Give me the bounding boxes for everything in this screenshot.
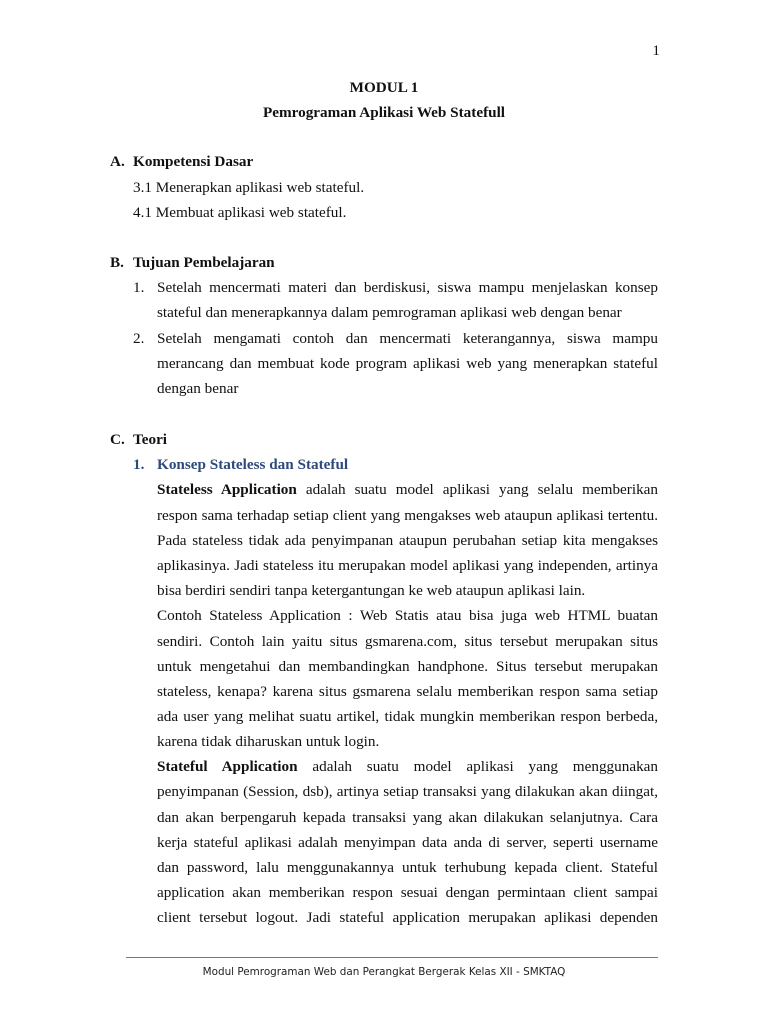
paragraph-line: dan password, lalu menggunakannya untuk terhubung kepada client. Stateful <box>157 859 658 876</box>
list-number: 2. <box>133 330 145 347</box>
paragraph-line: bisa berdiri sendiri tanpa ketergantungan ke web ataupun aplikasi lain. <box>157 582 586 599</box>
paragraph-line: karena tidak diharuskan untuk login. <box>157 733 380 750</box>
paragraph-line: respon sama terhadap setiap client yang mengakses web ataupun aplikasi tertentu. <box>157 507 658 524</box>
module-subtitle: Pemrograman Aplikasi Web Statefull <box>262 104 506 121</box>
paragraph-line: untuk mengetahui dan membandingkan handphone. Situs tersebut merupakan <box>157 658 658 675</box>
list-item-line: Setelah mencermati materi dan berdiskusi, siswa mampu menjelaskan konsep <box>157 279 658 296</box>
paragraph-text: adalah suatu model aplikasi yang selalu memberikan <box>296 481 658 498</box>
list-item-line: merancang dan membuat kode program aplikasi web yang menerapkan stateful <box>157 355 658 372</box>
paragraph-line: sendiri. Contoh lain yaitu situs gsmarena.com, situs tersebut merupakan situs <box>157 633 658 650</box>
paragraph-line: penyimpanan (Session, dsb), artinya setiap transaksi yang dilakukan akan diingat, <box>157 783 658 800</box>
section-c-letter: C. <box>110 431 125 448</box>
paragraph-line: application akan memberikan respon sesuai dengan permintaan client sampai <box>157 884 658 901</box>
page-number: 1 <box>652 42 660 59</box>
paragraph-line: kerja stateful aplikasi adalah menyimpan data anda di server, seperti username <box>157 834 658 851</box>
subsection-title: Konsep Stateless dan Stateful <box>157 456 349 473</box>
section-b-letter: B. <box>110 254 124 271</box>
list-item-line: stateful dan menerapkannya dalam pemrograman aplikasi web dengan benar <box>157 304 622 321</box>
subsection-number: 1. <box>133 456 145 473</box>
module-title: MODUL 1 <box>349 79 419 96</box>
section-c-title: Teori <box>133 431 168 448</box>
paragraph-line: dan akan berpengaruh kepada transaksi yang akan dilakukan selanjutnya. Cara <box>157 809 658 826</box>
paragraph-text: adalah suatu model aplikasi yang menggunakan <box>297 758 658 775</box>
paragraph-line: aplikasinya. Jadi stateless itu merupakan model aplikasi yang independen, artinya <box>157 557 658 574</box>
section-b-title: Tujuan Pembelajaran <box>133 254 275 271</box>
list-item-line: Setelah mengamati contoh dan mencermati keterangannya, siswa mampu <box>157 330 658 347</box>
page-footer: Modul Pemrograman Web dan Perangkat Bergerak Kelas XII - SMKTAQ <box>202 966 566 978</box>
footer-divider <box>126 957 658 958</box>
paragraph-line <box>157 758 658 776</box>
list-number: 1. <box>133 279 145 296</box>
section-a-item: 3.1 Menerapkan aplikasi web stateful. <box>133 179 365 196</box>
section-a-letter: A. <box>110 153 125 170</box>
paragraph-line: Contoh Stateless Application : Web Statis atau bisa juga web HTML buatan <box>157 607 658 624</box>
section-a-item: 4.1 Membuat aplikasi web stateful. <box>133 204 347 221</box>
list-item-line: dengan benar <box>157 380 239 397</box>
paragraph-line: Pada stateless tidak ada penyimpanan ataupun perubahan setiap kita mengakses <box>157 532 658 549</box>
paragraph-line: stateless, kenapa? karena situs gsmarena selalu memberikan respon sama setiap <box>157 683 658 700</box>
term-stateful: Stateful Application <box>157 758 298 775</box>
term-stateless: Stateless Application <box>157 481 297 498</box>
section-a-title: Kompetensi Dasar <box>133 153 254 170</box>
paragraph-line: client tersebut logout. Jadi stateful application merupakan aplikasi dependen <box>157 909 658 926</box>
paragraph-line: ada user yang melihat suatu artikel, tidak mungkin memberikan respon berbeda, <box>157 708 658 725</box>
paragraph-line <box>157 481 658 499</box>
